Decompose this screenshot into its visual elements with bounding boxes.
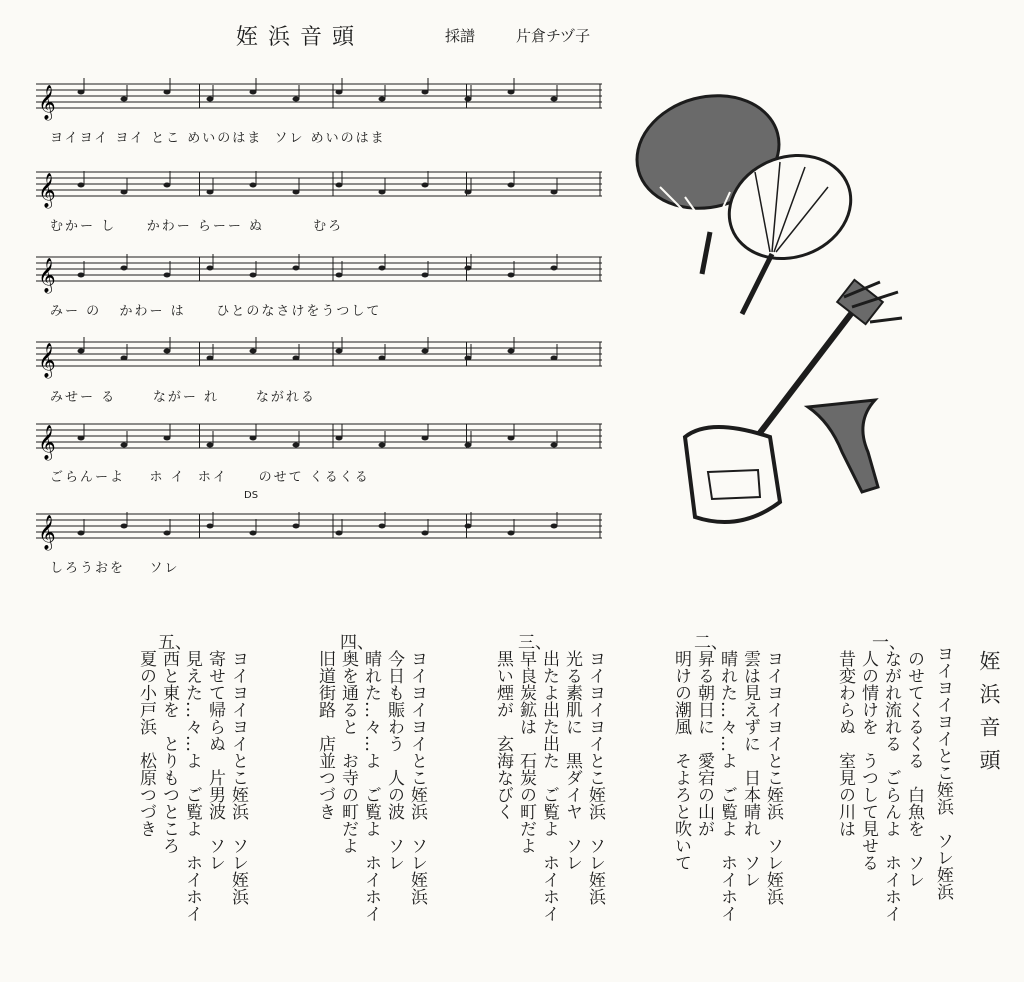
note-head [336, 349, 343, 354]
verse-3-line-1: 黒い煙が 玄海なびく [493, 650, 513, 820]
staff-line-1 [36, 74, 602, 124]
verse-3-line-5: ヨイヨイヨイとこ姪浜 ソレ姪浜 [585, 650, 605, 905]
lyric-line-1: ヨイヨイ ヨイ とこ めいのはま ソレ めいのはま [50, 131, 386, 146]
note-head [78, 349, 85, 354]
note-head [465, 97, 472, 102]
staff-line-6 [36, 504, 602, 554]
note-head [250, 349, 257, 354]
note-head [422, 436, 429, 441]
note-head [422, 183, 429, 188]
staff-line-4 [36, 332, 602, 382]
note-head [422, 90, 429, 95]
treble-clef-icon: 𝄞 [38, 85, 56, 120]
note-head [465, 524, 472, 529]
note-head [422, 349, 429, 354]
note-head [508, 349, 515, 354]
note-head [121, 524, 128, 529]
verse-4-line-5: ヨイヨイヨイとこ姪浜 ソレ姪浜 [407, 650, 427, 905]
note-head [207, 266, 214, 271]
note-head [207, 97, 214, 102]
note-head [293, 190, 300, 195]
note-head [207, 190, 214, 195]
note-head [121, 443, 128, 448]
note-head [379, 356, 386, 361]
transcription-credit-label: 採譜 [445, 27, 476, 45]
note-head [379, 190, 386, 195]
note-head [164, 183, 171, 188]
staff-line-3 [36, 247, 602, 297]
note-head [250, 183, 257, 188]
verse-2-line-5: ヨイヨイヨイとこ姪浜 ソレ姪浜 [763, 650, 783, 905]
illustration [630, 92, 920, 542]
note-head [121, 97, 128, 102]
note-head [336, 90, 343, 95]
verse-1-line-4: のせてくるくる 白魚を ソレ [904, 650, 924, 888]
note-head [336, 436, 343, 441]
sheet-music [0, 0, 620, 600]
transcriber-name: 片倉チヅ子 [516, 27, 591, 45]
verse-2-line-1: 明けの潮風 そよろと吹いて [671, 650, 691, 871]
verse-4-line-1: 旧道街路 店並つづき [315, 650, 335, 820]
verse-5-line-1: 夏の小戸浜 松原つづき [136, 650, 156, 837]
note-head [207, 443, 214, 448]
note-head [551, 524, 558, 529]
note-head [508, 273, 515, 278]
verse-4-number: 四、 [340, 633, 374, 653]
note-head [164, 273, 171, 278]
note-head [164, 349, 171, 354]
lyric-line-6: しろうおを ソレ [50, 561, 180, 576]
note-head [293, 266, 300, 271]
note-head [336, 531, 343, 536]
verse-1-number: 一、 [872, 633, 906, 653]
staff-line-2 [36, 162, 602, 212]
note-head [465, 190, 472, 195]
note-head [336, 183, 343, 188]
verse-2-number: 二、 [694, 633, 728, 653]
note-head [121, 356, 128, 361]
note-head [293, 356, 300, 361]
treble-clef-icon: 𝄞 [38, 515, 56, 550]
note-head [336, 273, 343, 278]
note-head [121, 266, 128, 271]
note-head [78, 90, 85, 95]
note-head [465, 356, 472, 361]
note-head [250, 273, 257, 278]
note-head [78, 531, 85, 536]
note-head [422, 531, 429, 536]
treble-clef-icon: 𝄞 [38, 343, 56, 378]
note-head [250, 90, 257, 95]
verse-4-line-3: 晴れた…々…よ ご覧よ ホイホイ [361, 650, 381, 922]
verse-5-line-4: 寄せて帰らぬ 片男波 ソレ [205, 650, 225, 871]
note-head [379, 97, 386, 102]
verse-3-line-2: 早良炭鉱は 石炭の町だよ [516, 650, 536, 854]
note-head [551, 97, 558, 102]
note-head [164, 90, 171, 95]
verse-2-line-3: 晴れた…々…よ ご覧よ ホイホイ [717, 650, 737, 922]
lyric-line-3: みー の かわー は ひとのなさけをうつして [50, 304, 382, 319]
note-head [508, 90, 515, 95]
lyrics-title: 姪浜音頭 [977, 650, 1001, 782]
verse-5-number: 五、 [158, 633, 192, 653]
verse-3-line-4: 光る素肌に 黒ダイヤ ソレ [562, 650, 582, 871]
note-head [121, 190, 128, 195]
lyric-line-5: ごらんーよ ホ イ ホイ のせて くるくる [50, 470, 370, 485]
treble-clef-icon: 𝄞 [38, 173, 56, 208]
note-head [293, 97, 300, 102]
note-head [551, 190, 558, 195]
note-head [78, 183, 85, 188]
note-head [379, 524, 386, 529]
note-head [508, 531, 515, 536]
song-title: 姪浜音頭 [236, 25, 365, 50]
verse-5-line-3: 見えた…々…よ ご覧よ ホイホイ [182, 650, 202, 922]
note-head [250, 531, 257, 536]
note-head [164, 436, 171, 441]
verse-4-line-2: 奥を通ると お寺の町だよ [338, 650, 358, 854]
lyrics-refrain: ヨイヨイヨイとこ姪浜 ソレ姪浜 [933, 645, 953, 900]
treble-clef-icon: 𝄞 [38, 258, 56, 293]
treble-clef-icon: 𝄞 [38, 425, 56, 460]
note-head [250, 436, 257, 441]
note-head [465, 266, 472, 271]
note-head [551, 356, 558, 361]
verse-3-number: 三、 [518, 633, 552, 653]
verse-1-line-2: 人の情けを うつして見せる [858, 650, 878, 871]
note-head [508, 183, 515, 188]
note-head [293, 524, 300, 529]
lyric-line-4: みせー る ながー れ ながれる [50, 390, 316, 405]
note-head [551, 266, 558, 271]
note-head [465, 443, 472, 448]
verse-4-line-4: 今日も賑わう 人の波 ソレ [384, 650, 404, 871]
note-head [293, 443, 300, 448]
verse-5-line-2: 西と東を とりもつところ [159, 650, 179, 854]
note-head [207, 356, 214, 361]
verse-5-line-5: ヨイヨイヨイとこ姪浜 ソレ姪浜 [228, 650, 248, 905]
note-head [78, 436, 85, 441]
staff-line-5 [36, 414, 602, 464]
note-head [379, 443, 386, 448]
verse-3-line-3: 出たよ出た出た ご覧よ ホイホイ [539, 650, 559, 922]
note-head [78, 273, 85, 278]
bachi-plectrum-icon [808, 400, 878, 492]
verse-2-line-4: 雲は見えずに 日本晴れ ソレ [740, 650, 760, 888]
note-head [508, 436, 515, 441]
note-head [551, 443, 558, 448]
note-head [379, 266, 386, 271]
verse-1-line-3: ながれ流れる ごらんよ ホイホイ [881, 650, 901, 922]
lyric-line-2: むかー し かわー らーー ぬ むろ [50, 219, 344, 234]
dal-segno-marking: DS [244, 490, 259, 501]
note-head [207, 524, 214, 529]
verse-1-line-1: 昔変わらぬ 室見の川は [835, 650, 855, 837]
verse-2-line-2: 昇る朝日に 愛宕の山が [694, 650, 714, 837]
note-head [164, 531, 171, 536]
note-head [422, 273, 429, 278]
